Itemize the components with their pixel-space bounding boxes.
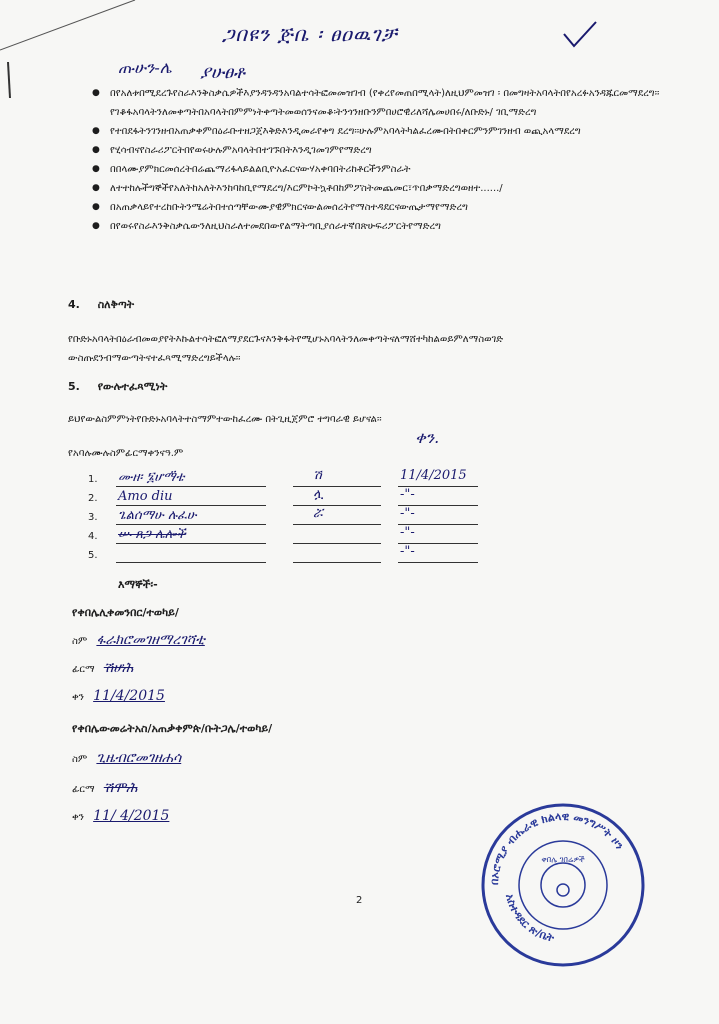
section-number: 5. — [68, 380, 80, 393]
row-number: 1. — [88, 474, 98, 485]
row-number: 2. — [88, 493, 98, 504]
receiver-date-field — [72, 808, 169, 824]
official-stamp-seal — [478, 800, 648, 970]
receiver-signature: ሽሞሕ — [103, 780, 138, 796]
row-number: 4. — [88, 531, 98, 542]
receiver-name: ጊዜብሮመገዘሐሳ — [96, 750, 182, 766]
list-item: ● በበላሙያምክርመሰረትበሬጨማሪፋላይልልቢዮአፈርናውሃአቀባበትሪከቶርችንምስራት — [92, 160, 682, 179]
handover-date-field — [72, 688, 165, 704]
signatory-name: ሙዘ፡ ፮ሆማ፟ቴ — [118, 470, 185, 485]
handover-date: 11/4/2015 — [93, 688, 165, 704]
handwritten-sub-note-2: ያሁፀቶ — [200, 62, 245, 83]
signatory-name: Amo diu — [118, 489, 173, 504]
row-number: 3. — [88, 512, 98, 523]
handover-signature-field — [72, 660, 133, 676]
row-number: 5. — [88, 550, 98, 561]
section-title: ስለቅጣት — [97, 298, 135, 311]
section-5-heading — [68, 380, 167, 394]
margin-mark — [0, 60, 20, 100]
receiver-title: የቀበሌውመሬትአስ/አጠቃቀምጵ/ቡትጋሌ/ተወካይ/ — [72, 722, 273, 735]
signatory-row-4 — [88, 525, 568, 547]
signatory-row-1 — [88, 468, 568, 490]
list-item: ● የተበደፋትንገንዘብአጠቃቀምበዕራቡተዘጋጀእቅድእንዲመራየቀግ ደረግ፡፡ሁሉምአባላትካልፈረሙበትበቀርምንምገንዘብ ወጪአላማደረግ — [92, 122, 682, 141]
duties-bullet-list — [92, 84, 682, 236]
stamp-bottom-text: አስተዳደር ጽ/ቤት — [502, 892, 556, 945]
section-5-text: ይህየውልስምምነትየቡድኑአባላትተስማምተውከፈረሙ በትጊዚጀምሮ ተግባራዊ ይሆናል፡፡ — [68, 414, 382, 425]
signatory-date: -"- — [400, 525, 415, 540]
signatory-signature: ሽ — [313, 468, 322, 483]
signatory-row-3 — [88, 506, 568, 528]
signatory-date: -"- — [400, 506, 415, 521]
list-item: ● ለተተከሉችግኞችየአለትከአለትእንከባከቢየማደረግ/እርምኮትኳቶበከምፖስትመጨመር፣ጥበቃማድረግወዘተ....../ — [92, 179, 682, 198]
field-label: ፊርማ — [72, 784, 95, 795]
signatory-name: ሡ ጸጋ ሌሎች — [118, 527, 186, 542]
section-4-text: የቡድኑአባላትበዕራብመወያየትእኩልተሳትፎለማያደርጉናእንቅፋትየሚሆኑአባላትንለመቀጣትናለማሸተካከልወይምለማስወገድ ውስጡደንብማውጣትናተፈጻሚማድረግይችላሉ፡፡ — [68, 334, 504, 364]
signatory-row-5 — [88, 544, 568, 566]
section-4-heading — [68, 298, 134, 312]
signatory-row-2 — [88, 487, 568, 509]
signatory-signature: ሯ — [313, 506, 323, 521]
field-label: ስም — [72, 754, 88, 765]
section-title: የውሉተፈጻሚነት — [97, 380, 168, 393]
signatory-date: -"- — [400, 544, 415, 559]
field-label: ፊርማ — [72, 664, 95, 675]
signatory-list-heading: የአባሉሙሉስምፊርማቀንናዓ.ም — [68, 448, 184, 459]
folded-corner-mark — [0, 0, 140, 60]
handover-name: ፋራክሮመገዘማረገሻቲ — [96, 632, 205, 648]
section-number: 4. — [68, 298, 80, 311]
witnesses-label: እማኞች፡- — [118, 578, 158, 591]
receiver-name-field — [72, 750, 181, 766]
stamp-inner-text: ቀበሌ ገበሬዎች — [541, 855, 585, 864]
check-mark-icon — [560, 20, 600, 50]
field-label: ቀን — [72, 812, 84, 823]
list-item: ● የሂሳብናየስራሪፖርትበየወሩሁሉምአባላትበተገኙበትእንዲገመገምየማድረግ — [92, 141, 682, 160]
handover-title: የቀበሌሊቀመንበር/ተወካይ/ — [72, 606, 179, 619]
receiver-date: 11/ 4/2015 — [93, 808, 170, 824]
handwritten-header-note: ጋበዩን ጅቤ ፡ ፀዐዉገቻ — [222, 22, 398, 46]
page-number: 2 — [356, 895, 363, 906]
signatory-date: -"- — [400, 487, 415, 502]
signatory-date: 11/4/2015 — [400, 468, 467, 483]
field-label: ስም — [72, 636, 88, 647]
list-item: ● በአጠቃላይየተረከቡትንሜሬትበተሰጣቸውሙያዊምክርናውልመሰረትየማስተዳደርናውጤታማየማድረግ — [92, 198, 682, 217]
stamp-outer-text: በኦሮሚያ ብሔራዊ ክልላዊ መንግሥት ዞን — [487, 809, 627, 886]
handwritten-date-header: ቀን. — [415, 428, 440, 447]
list-item: ● በየአለቱበሚደረጉየስራእንቅስቃሴዎችእያንዳንዳንአባልተሳትፎመመዝገብ (የቀረየመጠበሚላት)ለዚህምመዝገ ፡ በመግዛትአባላትበየአረፉአንዳጁርመማደረግ፡፡የገቆፋአባላትንለመቀጣትበአባላትበምምነትቀጣትመወሰንናመቆ፡ትንጎንዘቡንምበሀሮዊሪለሻሌመሀበሩ/ለቡድኑ/ ገቢማድረግ — [92, 84, 682, 122]
signatory-name: ጌልሰማሁ ሉፈሁ — [118, 508, 197, 523]
handover-name-field — [72, 632, 205, 648]
handover-signature: ሽሆሕ — [103, 660, 134, 676]
receiver-signature-field — [72, 780, 137, 796]
list-item: ● በየወሩየስራእንቅስቃሴውንለዚህስራለተመደበውየልማትጣቢያሰራተኛበጽሁፍሪፖርትየማድረግ — [92, 217, 682, 236]
handwritten-sub-note: ጡሁን-ሌ — [118, 58, 172, 77]
signatory-signature: ሏ — [313, 487, 324, 502]
field-label: ቀን — [72, 692, 84, 703]
